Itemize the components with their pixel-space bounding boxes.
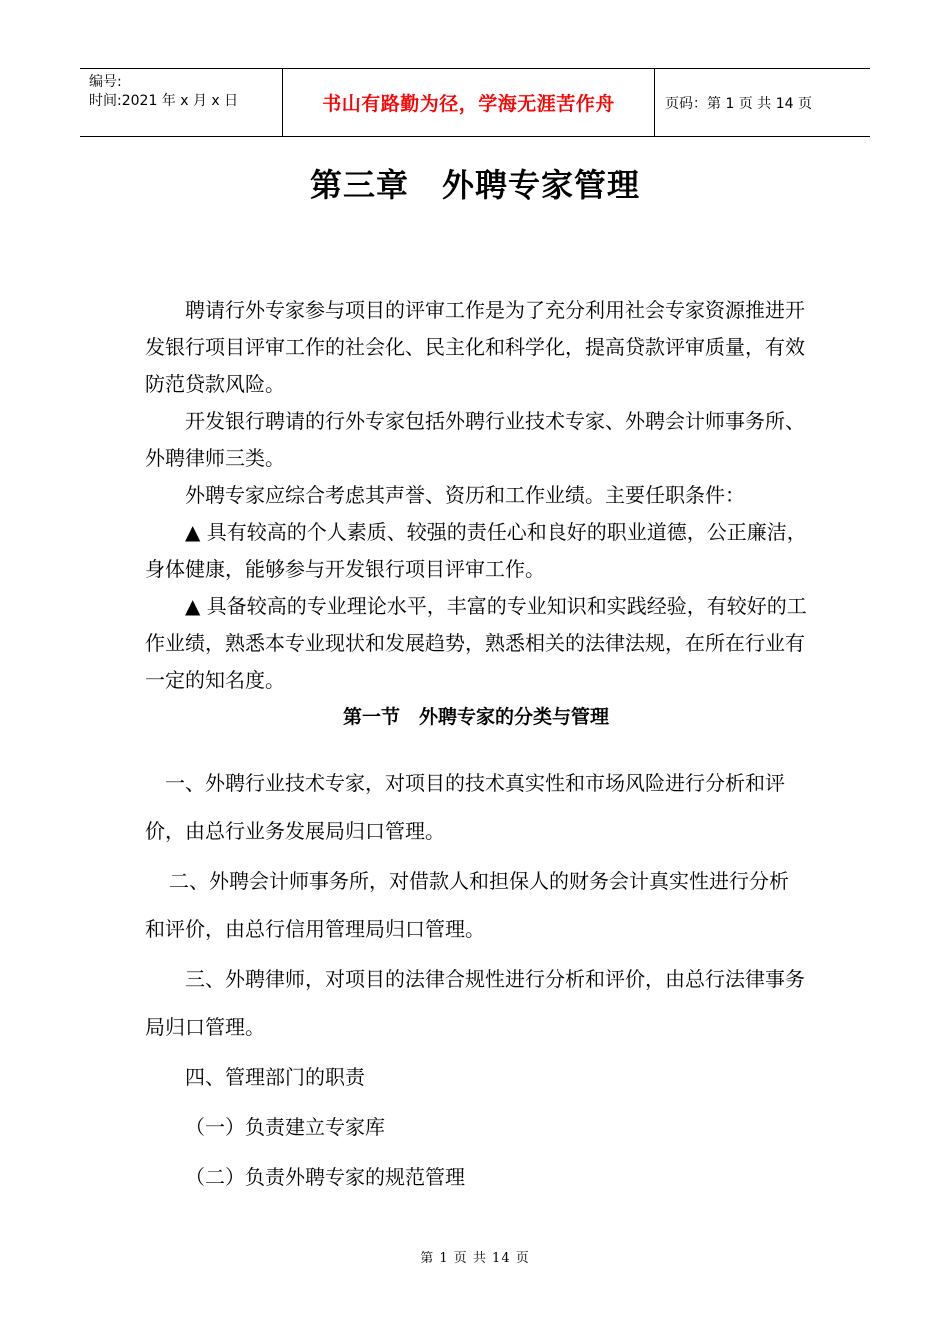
page-header [80, 68, 870, 137]
bullet-paragraph: ▲ 具备较高的专业理论水平，丰富的专业知识和实践经验，有较好的工作业绩，熟悉本专业现状和发展趋势，熟悉相关的法律法规，在所在行业有一定的知名度。 [145, 594, 807, 692]
list-item: 三、外聘律师，对项目的法律合规性进行分析和评价，由总行法律事务局归口管理。 [145, 967, 805, 1039]
bullet-paragraph: ▲ 具有较高的个人素质、较强的责任心和良好的职业道德，公正廉洁，身体健康，能够参与开发银行项目评审工作。 [145, 520, 807, 581]
items-block [145, 759, 807, 1201]
header-page-cell [655, 69, 870, 136]
header-meta [80, 69, 282, 136]
chapter-title: 第三章 外聘专家管理 [309, 166, 640, 204]
paragraph: 聘请行外专家参与项目的评审工作是为了充分利用社会专家资源推进开发银行项目评审工作的社会化、民主化和科学化，提高贷款评审质量，有效防范贷款风险。 [145, 298, 805, 396]
page-footer: 第 1 页 共 14 页 [420, 1251, 530, 1266]
paragraph: 开发银行聘请的行外专家包括外聘行业技术专家、外聘会计师事务所、外聘律师三类。 [145, 409, 805, 470]
list-item: 一、外聘行业技术专家，对项目的技术真实性和市场风险进行分析和评价，由总行业务发展局归口管理。 [145, 771, 785, 843]
number-label: 编号: [89, 74, 122, 90]
page-info: 页码：第 1 页 共 14 页 [665, 95, 812, 112]
list-item: 四、管理部门的职责 [185, 1065, 365, 1089]
date-label: 时间:2021 年 x 月 x 日 [89, 93, 239, 109]
motto-text: 书山有路勤为径，学海无涯苦作舟 [322, 93, 615, 115]
paragraph: 外聘专家应综合考虑其声誉、资历和工作业绩。主要任职条件： [185, 483, 745, 507]
section-title: 第一节 外聘专家的分类与管理 [342, 706, 609, 728]
list-item: （一）负责建立专家库 [185, 1115, 385, 1139]
list-item: （二）负责外聘专家的规范管理 [185, 1165, 465, 1189]
header-motto-cell [282, 69, 655, 136]
list-item: 二、外聘会计师事务所，对借款人和担保人的财务会计真实性进行分析和评价，由总行信用管理局归口管理。 [145, 869, 789, 941]
intro-block [145, 292, 807, 736]
